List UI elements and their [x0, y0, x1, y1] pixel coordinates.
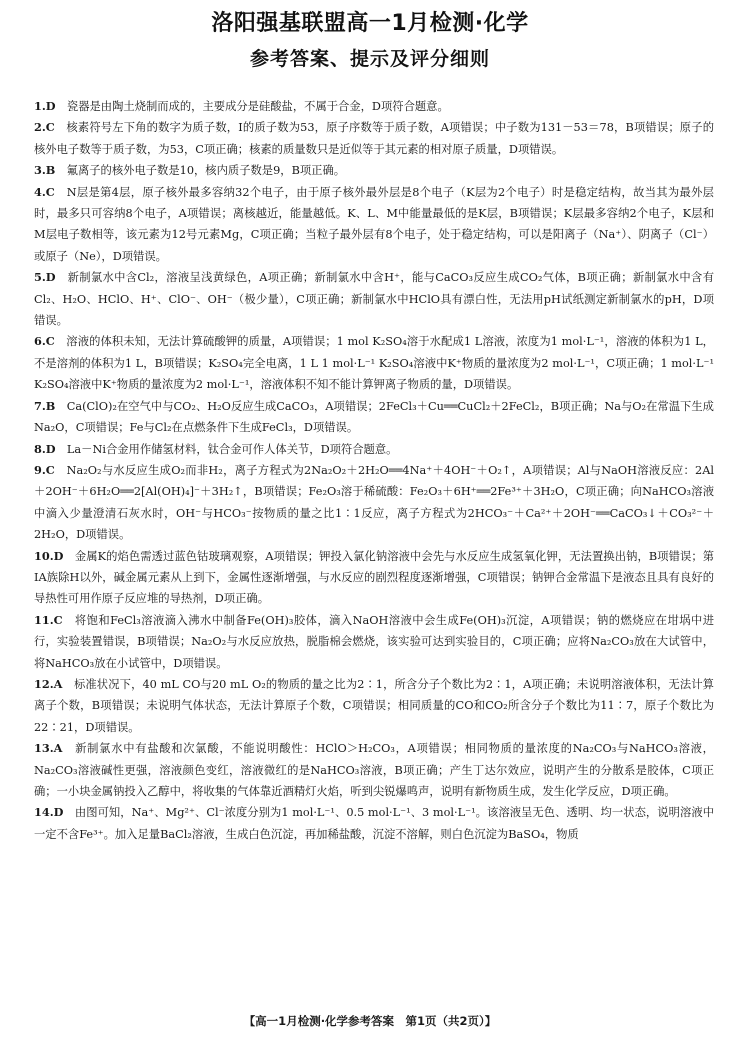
answer-number: 12.A — [34, 676, 63, 691]
answer-number: 8.D — [34, 441, 56, 456]
answer-item — [34, 160, 714, 181]
answer-number: 7.B — [34, 398, 56, 413]
answer-number: 3.B — [34, 163, 56, 178]
page-footer: 【高一1月检测·化学参考答案 第1页（共2页）】 — [243, 1014, 497, 1028]
answer-explanation: 金属K的焰色需透过蓝色钴玻璃观察，A项错误；钾投入氯化钠溶液中会先与水反应生成氢氧化钾，无法置换出钠，B项错误；第ⅠA族除H以外，碱金属元素从上到下，金属性逐渐增强，与水反应的剧烈程度逐渐增强，C项错误；钠钾合金常温下是液态且具有良好的导热性可用作原子反应堆的导热剂，D项正确。 — [34, 549, 714, 606]
answer-item — [34, 396, 714, 439]
answer-item — [34, 802, 714, 845]
page-title: 洛阳强基联盟高一1月检测·化学 — [211, 11, 529, 36]
answer-number: 5.D — [34, 270, 56, 285]
answer-number: 11.C — [34, 612, 63, 627]
answer-explanation: N层是第4层，原子核外最多容纳32个电子，由于原子核外最外层是8个电子（K层为2个电子）时是稳定结构，故当其为最外层时，最多只可容纳8个电子，A项错误；离核越近，能量越低。K、L、M中能量最低的是K层，B项错误；K层最多容纳2个电子，K层和M层电子数相等，该元素为12号元素Mg，C项正确；当粒子最外层有8个电子，处于稳定结构，可以是阳离子（Na⁺）、阴离子（Cl⁻）或原子（Ne），D项错误。 — [34, 185, 714, 263]
answer-explanation: Na₂O₂与水反应生成O₂而非H₂，离子方程式为2Na₂O₂＋2H₂O══4Na⁺＋4OH⁻＋O₂↑，A项错误；Al与NaOH溶液反应：2Al＋2OH⁻＋6H₂O══2[Al(OH)₄]⁻＋3H₂↑，B项错误；Fe₂O₃溶于稀硫酸：Fe₂O₃＋6H⁺══2Fe³⁺＋3H₂O，C项正确；向NaHCO₃溶液中滴入少量澄清石灰水时，OH⁻与HCO₃⁻按物质的量之比1∶1反应，离子方程式为2HCO₃⁻＋Ca²⁺＋2OH⁻══CaCO₃↓＋CO₃²⁻＋2H₂O，D项错误。 — [34, 463, 714, 542]
answer-explanation: 新制氯水中含Cl₂，溶液呈浅黄绿色，A项正确；新制氯水中含H⁺，能与CaCO₃反应生成CO₂气体，B项正确；新制氯水中含有Cl₂、H₂O、HClO、H⁺、ClO⁻、OH⁻（极少量），C项正确；新制氯水中HClO具有漂白性，无法用pH试纸测定新制氯水的pH，D项错误。 — [34, 271, 714, 328]
answer-explanation: 瓷器是由陶土烧制而成的，主要成分是硅酸盐，不属于合金，D项符合题意。 — [66, 100, 449, 113]
answer-item — [34, 460, 714, 546]
answer-explanation: 标准状况下，40 mL CO与20 mL O₂的物质的量之比为2∶1，所含分子个数比为2∶1，A项正确；未说明溶液体积，无法计算离子个数，B项错误；未说明气体状态，无法计算原子个数，C项错误；相同质量的CO和CO₂所含分子个数比为11∶7，原子个数比为22∶21，D项错误。 — [34, 677, 714, 734]
page-subtitle: 参考答案、提示及评分细则 — [249, 48, 490, 70]
answer-explanation: 溶液的体积未知，无法计算硫酸钾的质量，A项错误；1 mol K₂SO₄溶于水配成1 L溶液，浓度为1 mol·L⁻¹，溶液的体积为1 L，不是溶剂的体积为1 L，B项错误；K₂SO₄完全电离，1 L 1 mol·L⁻¹ K₂SO₄溶液中K⁺物质的量浓度为2 mol·L⁻¹，C项正确；1 mol·L⁻¹ K₂SO₄溶液中K⁺物质的量浓度为2 mol·L⁻¹，溶液体积不知不能计算钾离子物质的量，D项错误。 — [34, 335, 714, 392]
answer-number: 6.C — [34, 334, 55, 349]
answer-number: 10.D — [34, 548, 64, 563]
answer-number: 13.A — [34, 741, 63, 756]
answer-item — [34, 674, 714, 738]
answer-item — [34, 331, 714, 395]
answer-item — [34, 610, 714, 674]
answer-explanation: 氟离子的核外电子数是10，核内质子数是9，B项正确。 — [66, 164, 346, 178]
answer-explanation: 核素符号左下角的数字为质子数，I的质子数为53，原子序数等于质子数，A项错误；中子数为131－53＝78，B项错误；原子的核外电子数等于质子数，为53，C项正确；核素的质量数只是近似等于其元素的相对原子质量，D项错误。 — [34, 121, 714, 156]
answer-explanation: Ca(ClO)₂在空气中与CO₂、H₂O反应生成CaCO₃，A项错误；2FeCl₃＋Cu══CuCl₂＋2FeCl₂，B项正确；Na与O₂在常温下生成Na₂O，C项错误；Fe与Cl₂在点燃条件下生成FeCl₃，D项错误。 — [34, 399, 714, 435]
answer-number: 2.C — [34, 120, 55, 135]
answer-number: 9.C — [34, 462, 55, 477]
answer-item — [34, 546, 714, 610]
answer-explanation: 将饱和FeCl₃溶液滴入沸水中制备Fe(OH)₃胶体，滴入NaOH溶液中会生成Fe(OH)₃沉淀，A项错误；钠的燃烧应在坩埚中进行，实验装置错误，B项错误；Na₂O₂与水反应放热，脱脂棉会燃烧，该实验可达到实验目的，C项正确；应将Na₂CO₃放在大试管中，将NaHCO₃放在小试管中，D项错误。 — [34, 613, 714, 670]
answer-number: 4.C — [34, 184, 55, 199]
answer-list — [34, 96, 714, 845]
answer-explanation: 新制氯水中有盐酸和次氯酸，不能说明酸性：HClO＞H₂CO₃，A项错误；相同物质的量浓度的Na₂CO₃与NaHCO₃溶液，Na₂CO₃溶液碱性更强，溶液颜色变红，溶液微红的是NaHCO₃溶液，B项正确；产生丁达尔效应，说明产生的分散系是胶体，C项正确；一小块金属钠投入乙醇中，将收集的气体靠近酒精灯火焰，听到尖锐爆鸣声，说明有新物质生成，发生化学反应，D项正确。 — [34, 742, 714, 798]
answer-item — [34, 96, 714, 117]
answer-item — [34, 738, 714, 802]
answer-item — [34, 439, 714, 460]
answer-explanation: La－Ni合金用作储氢材料，钛合金可作人体关节，D项符合题意。 — [66, 442, 398, 456]
answer-explanation: 由图可知，Na⁺、Mg²⁺、Cl⁻浓度分别为1 mol·L⁻¹、0.5 mol·L⁻¹、3 mol·L⁻¹。该溶液呈无色、透明、均一状态，说明溶液中一定不含Fe³⁺。加入足量BaCl₂溶液，生成白色沉淀，再加稀盐酸，沉淀不溶解，则白色沉淀为BaSO₄，物质 — [34, 806, 714, 841]
answer-number: 14.D — [34, 805, 64, 820]
answer-item — [34, 182, 714, 268]
answer-item — [34, 117, 714, 160]
answer-number: 1.D — [34, 99, 56, 113]
answer-item — [34, 267, 714, 331]
